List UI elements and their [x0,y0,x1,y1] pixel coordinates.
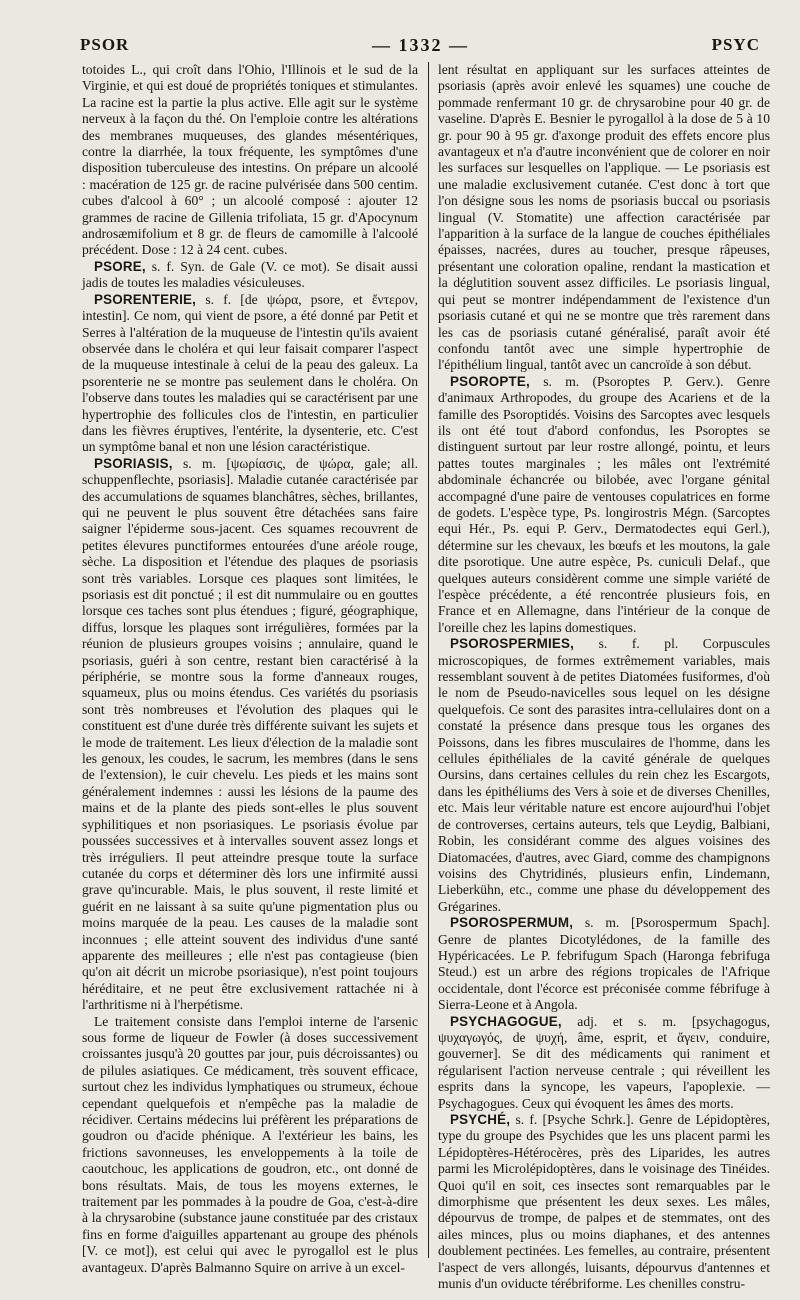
headword-psoropte: PSOROPTE, [450,373,530,389]
psoriasis-continued-text: lent résultat en appliquant sur les surfaces atteintes de psoriasis (après avoir enlevé les squames) une couche de pommade renfermant 10 gr. de chrysarobine pour 40 gr. de vaseline. D'après E. Besnier le pyrogallol à la dose de 5 à 10 gr. pour 90 à 95 gr. d'axonge produit des effets encore plus avantageux et n'a d'autre inconvénient que de colorer en noir les surfaces sur lesquelles on l'applique. — Le psoriasis est une maladie exclusivement cutanée. C'est donc à tort que l'on désigne sous les noms de psoriasis buccal ou psoriasis lingual (V. Stomatite) une affection caractérisée par l'apparition à la surface de la langue de couches épithéliales épaisses, nacrées, dures au toucher, presque râpeuses, présentant une coloration opaline, rendant la mastication et la déglutition souvent assez difficiles. Le psoriasis lingual, qui peut se montrer indépendamment de l'existence d'un psoriasis cutané et qui ne se montre que très rarement dans les cas de psoriasis cutané généralisé, paraît avoir été confondu tantôt avec une simple hypertrophie de l'épithélium lingual, tantôt avec un cancroïde à son début. [438,62,770,373]
header-left-guideword: PSOR [80,35,130,54]
definition-psoropte: s. m. (Psoroptes P. Gerv.). Genre d'animaux Arthropodes, du groupe des Acariens et de la famille des Psoroptidés. Voisins des Sarcoptes avec lesquels ils ont été tout d'abord confondus, les Psoroptes se distinguent surtout par leur rostre allongé, pointu, et leurs pattes toutes marginales ; les mâles ont l'extrémité abdominale échancrée ou bilobée, avec l'organe génital accompagné d'une paire de ventouses copulatrices en forme de godets. L'espèce type, Ps. longirostris Mégn. (Sarcoptes equi Hér., Ps. equi P. Gerv., Dermatodectes equi Gerl.), détermine sur les chevaux, les bœufs et les moutons, la gale dite psorotique. Une autre espèce, Ps. cuniculi Delaf., que quelques auteurs considèrent comme une simple variété de l'espèce précédente, a été rencontrée plusieurs fois, en France et en Allemagne, dans l'intérieur de la conque de l'oreille chez les lapins domestiques. [438,373,770,635]
headword-psychagogue: PSYCHAGOGUE, [450,1013,562,1029]
entry-psoropte [438,374,770,637]
definition-psorenterie: s. f. [de ψώρα, psore, et ἔντερον, intestin]. Ce nom, qui vient de psore, a été donné par Petit et Serres à l'altération de la muqueuse de l'intestin qu'ils avaient observée dans le choléra et qui leur faisait comparer l'aspect de la muqueuse intestinale à celui de la peau des galeux. La psorenterie ne se montre pas seulement dans le choléra. On l'observe dans toutes les maladies qui se caractérisent par une hypertrophie des follicules clos de l'intestin, en particulier dans les fièvres éruptives, l'entérite, la dysenterie, etc. C'est un symptôme banal et non une lésion caractéristique. [82,291,418,455]
header-right-guideword: PSYC [711,35,760,54]
definition-psorospermies: s. f. pl. Corpuscules microscopiques, de formes extrêmement variables, mais ressemblant souvent à de petites Diatomées fusiformes, d'où le nom de Pseudo-navicelles sous lequel on les désigne quelquefois. Ce sont des parasites intra-cellulaires dont on a constaté la présence dans presque tous les organes des Poissons, dans les fibres musculaires de l'homme, dans les cellules épithéliales de la cavité générale de quelques Oursins, dans certaines cellules du rein chez les Escargots, dans les épithéliums des Vers à soie et de diverses Chenilles, etc. Mais leur véritable nature est encore aujourd'hui l'objet de controverses, certains auteurs, tels que Leydig, Balbiani, Robin, les considérant comme des algues voisines des Diatomacées, d'autres, avec Giard, comme des champignons voisins des Chytridinés, plusieurs enfin, Lindemann, Lieberkühn, etc., comme une phase du développement des Grégarines. [438,636,770,914]
psoriasis-treatment-paragraph: Le traitement consiste dans l'emploi interne de l'arsenic sous forme de liqueur de Fowler (à doses successivement croissantes jusqu'à 20 gouttes par jour, puis décroissantes) ou de pilules asiatiques. Ce médicament, très souvent efficace, surtout chez les individus lymphatiques ou strumeux, échoue cependant quelquefois et n'empêche pas la maladie de récidiver. Certains médecins lui préfèrent les préparations de goudron ou d'acide phénique. A l'extérieur les bains, les frictions savonneuses, les enveloppements à la toile de caoutchouc, les applications de goudron, etc., ont donné de bons résultats. Mais, de tous les moyens externes, le traitement par les pommades à la poudre de Goa, c'est-à-dire à la chrysarobine (substance jaune constituée par des cristaux fins en forme d'aiguilles appartenant au groupe des phénols [V. ce mot]), est celui qui avec le pyrogallol est le plus avantageux. D'après Balmanno Squire on arrive à un excel- [82,1013,418,1275]
headword-psorospermum: PSOROSPERMUM, [450,915,574,931]
entry-psorospermies [438,636,770,915]
entry-psore [82,259,418,292]
entry-psoriasis [82,456,418,1014]
headword-psorenterie: PSORENTERIE, [94,291,197,307]
definition-psorospermum: s. m. [Psorospermum Spach]. Genre de plantes Dicotylédones, de la famille des Hypéricacées. Le P. febrifugum Spach (Haronga febrifuga Steud.) est un arbre des régions tropicales de l'Afrique occidentale, dont l'écorce est préconisée comme fébrifuge à Sierra-Leone et à Angola. [438,915,771,1013]
headword-psoriasis: PSORIASIS, [94,455,173,471]
definition-psychagogue: adj. et s. m. [psychagogus, ψυχαγωγός, de ψυχή, âme, esprit, et ἄγειν, conduire, gouverner]. Se dit des médicaments qui raniment et régularisent l'action nerveuse centrale ; qui réveillent les esprits dans la syncope, les vapeurs, l'apoplexie. — Psychagogues. Ceux qui évoquent les âmes des morts. [438,1013,770,1111]
definition-psyche: s. f. [Psyche Schrk.]. Genre de Lépidoptères, type du groupe des Psychides que les uns placent parmi les Lépidoptères-Hétérocères, près des Liparides, les autres parmi les Microlépidoptères, dans le voisinage des Tinéides. Quoi qu'il en soit, ces insectes sont remarquables par le dimorphisme que présentent les deux sexes. Les mâles, dépourvus de trompe, de palpes et de stemmates, ont des ailes minces, plus ou moins diaphanes, et des antennes doublement pectinées. Les femelles, au contraire, présentent l'aspect de vers allongés, luisants, dépourvus d'antennes et munis d'un oviducte térébriforme. Les chenilles constru- [438,1112,770,1292]
definition-psoriasis: s. m. [ψωρίασις, de ψώρα, gale; all. schuppenflechte, psoriasis]. Maladie cutanée caractérisée par des accumulations de squames blanchâtres, sèches, brillantes, qui ne peuvent le plus souvent être détachées sans faire saigner l'épiderme sous-jacent. Ces squames recouvrent de petites élevures punctiformes entourées d'une aréole rouge, sèche. La disposition et l'étendue des plaques de psoriasis sont très variables. Lorsque ces plaques sont limitées, le psoriasis est dit ponctué ; il est dit nummulaire ou en gouttes lorsque ces taches sont plus étendues ; figuré, géographique, diffus, lorsque les plaques sont irrégulières, formées par la réunion de plusieurs groupes voisins ; annulaire, quand le psoriasis, guéri à son centre, restant bien caractérisé à la périphérie, se montre sous la forme d'anneaux rouges, squameux, plus ou moins étendus. Ces variétés du psoriasis sont très nombreuses et l'évolution des plaques qui le constituent est d'une durée très différente suivant les sujets et le mode de traitement. Les lieux d'élection de la maladie sont les genoux, les coudes, le sacrum, les membres (dans le sens de l'extension), le cuir chevelu. Les pieds et les mains sont généralement indemnes : aussi les lésions de la paume des mains et de la plante des pieds sont-elles le plus souvent syphilitiques et non psoriasiques. Le psoriasis évolue par poussées successives et à intervalles souvent assez longs et très irréguliers. Il peut atteindre presque toute la surface cutanée du corps et déterminer dès lors une infirmité aussi grave qu'incurable. Mais, le plus souvent, il reste limité et guérit en ne laissant à sa suite qu'une pigmentation plus ou moins marquée de la peau. Les causes de la maladie sont inconnues ; elle atteint souvent des individus d'une santé apparente des meilleures ; elle n'est pas contagieuse (bien qu'on ait décrit un microbe psoriasique), n'est point toujours héréditaire, et ne peut être exclusivement rattachée ni à l'arthritisme ni à l'herpétisme. [82,455,418,1013]
entry-psorospermum [438,915,770,1013]
left-column [82,62,418,1276]
entry-psychagogue [438,1014,770,1112]
headword-psore: PSORE, [94,258,146,274]
page-number: — 1332 — [371,34,469,55]
headword-psyche: PSYCHÉ, [450,1112,511,1127]
entry-psorenterie [82,292,418,456]
headword-psorospermies: PSOROSPERMIES, [450,636,575,652]
definition-psore: s. f. Syn. de Gale (V. ce mot). Se disait aussi jadis de toutes les maladies vésiculeuses. [82,258,418,291]
right-column [438,62,770,1292]
entry-psyche [438,1112,770,1292]
column-divider [428,62,429,1258]
continued-entry-text: totoides L., qui croît dans l'Ohio, l'Illinois et le sud de la Virginie, et qui est doué de propriétés toniques et stimulantes. La racine est la partie la plus active. Elle agit sur le système nerveux à la façon du thé. On l'emploie contre les altérations des membranes muqueuses, des glandes mésentériques, contre la diarrhée, la toux fréquente, les symptômes d'une disposition tuberculeuse des intestins. On prépare un alcoolé : macération de 125 gr. de racine pulvérisée dans 500 centim. cubes d'alcool à 60° ; un alcoolé composé : ajouter 12 grammes de racine de Gillenia trifoliata, 15 gr. d'Apocynum androsæmifolium et 8 gr. de fleurs de camomille à l'alcoolé précédent. Dose : 12 à 24 cent. cubes. [82,62,418,258]
running-header [80,30,760,60]
